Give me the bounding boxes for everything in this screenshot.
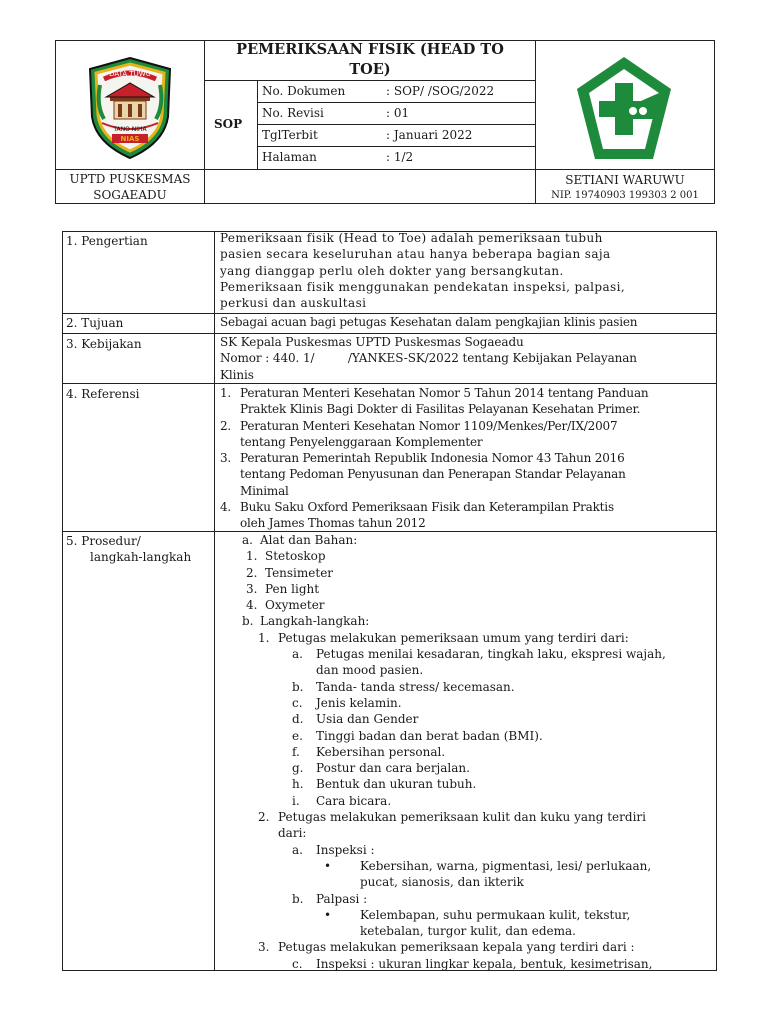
kebijakan-line: SK Kepala Puskesmas UPTD Puskesmas Sogaeadu: [220, 335, 524, 349]
procedure-step-text: dari:: [278, 826, 307, 841]
procedure-step: [220, 956, 714, 972]
procedure-step-marker: a.: [292, 647, 303, 662]
procedure-step: [220, 695, 714, 711]
emblem-motto-top: DATA TUWU: [109, 70, 151, 78]
procedure-step: [220, 842, 714, 858]
reference-item: tentang Pedoman Penyusunan dan Penerapan Standar Pelayanan: [240, 467, 626, 482]
kebijakan-text: [220, 334, 637, 383]
procedure-step-text: Oxymeter: [265, 598, 325, 613]
label-langkah: langkah-langkah: [90, 550, 192, 564]
procedure-step: [220, 711, 714, 727]
procedure-step: [220, 891, 714, 907]
reference-item: Buku Saku Oxford Pemeriksaan Fisik dan Keterampilan Praktis: [240, 500, 614, 515]
title-line-1: PEMERIKSAAN FISIK (HEAD TO: [236, 41, 504, 58]
procedure-step-marker: •: [324, 858, 332, 873]
procedure-step-text: Cara bicara.: [316, 793, 392, 808]
procedure-step: [220, 548, 714, 564]
pengertian-line: Pemeriksaan fisik (Head to Toe) adalah pemeriksaan tubuh: [220, 231, 603, 245]
page-label: Halaman: [262, 150, 317, 164]
signer-nip: NIP. 19740903 199303 2 001: [551, 190, 699, 201]
pengertian-line: Pemeriksaan fisik menggunakan pendekatan inspeksi, palpasi,: [220, 279, 626, 294]
procedure-step-text: Jenis kelamin.: [316, 695, 402, 710]
procedure-step-text: Alat dan Bahan:: [260, 533, 358, 547]
procedure-step: [220, 744, 714, 760]
puskesmas-logo-icon: [571, 55, 677, 161]
procedure-step: [220, 728, 714, 744]
procedure-step-text: Usia dan Gender: [316, 712, 419, 727]
reference-item: Minimal: [240, 483, 289, 498]
reference-number: 2.: [220, 418, 232, 433]
emblem-motto-bottom: TANO NIHA: [113, 126, 147, 133]
procedure-step-text: Pen light: [265, 581, 320, 596]
procedure-step-text: Palpasi :: [316, 891, 368, 906]
procedure-step-marker: 1.: [246, 549, 258, 564]
page-value: : 1/2: [386, 150, 414, 164]
issue-date-label: TglTerbit: [262, 128, 318, 142]
procedure-step-marker: a.: [292, 842, 303, 857]
label-prosedur: 5. Prosedur/: [66, 534, 141, 548]
procedure-step: [220, 939, 714, 955]
procedure-step: [220, 809, 714, 825]
procedure-step: [220, 597, 714, 613]
procedure-step-marker: •: [324, 907, 332, 922]
tujuan-text: Sebagai acuan bagi petugas Kesehatan dalam pengkajian klinis pasien: [220, 315, 638, 329]
procedure-step-text: Inspeksi :: [316, 842, 375, 857]
label-referensi: 4. Referensi: [66, 387, 140, 401]
procedure-step-text: dan mood pasien.: [316, 663, 424, 678]
procedure-step-text: Langkah-langkah:: [260, 614, 370, 629]
revision-value: : 01: [386, 106, 410, 120]
procedure-step-text: Inspeksi : ukuran lingkar kepala, bentuk, kesimetrisan,: [316, 956, 653, 971]
title-line-2: TOE): [349, 61, 391, 78]
procedure-step-marker: 1.: [258, 630, 270, 645]
reference-number: 1.: [220, 386, 232, 400]
procedure-step: [220, 613, 714, 629]
procedure-step-text: Petugas melakukan pemeriksaan kulit dan kuku yang terdiri: [278, 810, 646, 825]
kebijakan-line: Nomor : 440. 1/ /YANKES-SK/2022 tentang Kebijakan Pelayanan: [220, 351, 637, 366]
procedure-step-marker: 2.: [246, 565, 258, 580]
procedure-step-text: Tensimeter: [265, 565, 334, 580]
procedure-step-marker: 3.: [258, 940, 270, 955]
pengertian-line: yang dianggap perlu oleh dokter yang bersangkutan.: [220, 263, 564, 278]
label-kebijakan: 3. Kebijakan: [66, 337, 142, 351]
procedure-step-text: Tanda- tanda stress/ kecemasan.: [316, 679, 515, 694]
procedure-step-marker: e.: [292, 728, 303, 743]
procedure-step: [220, 662, 714, 678]
procedure-step-marker: c.: [292, 695, 303, 710]
reference-item: tentang Penyelenggaraan Komplementer: [240, 434, 483, 449]
reference-item: Peraturan Pemerintah Republik Indonesia Nomor 43 Tahun 2016: [240, 451, 625, 466]
document-title: [205, 40, 535, 80]
procedure-step-marker: d.: [292, 712, 304, 727]
procedure-step-text: Stetoskop: [265, 549, 326, 564]
procedure-step: [220, 923, 714, 939]
procedure-step: [220, 679, 714, 695]
procedure-step-text: pucat, sianosis, dan ikterik: [360, 875, 524, 890]
procedure-step-marker: f.: [292, 744, 300, 759]
procedure-step: [220, 825, 714, 841]
procedure-step-marker: a.: [242, 533, 253, 547]
procedure-step: [220, 793, 714, 809]
pengertian-line: perkusi dan auskultasi: [220, 296, 367, 311]
org-line-1: UPTD PUSKESMAS: [69, 172, 191, 186]
procedure-step: [220, 858, 714, 874]
procedure-step-marker: b.: [242, 614, 254, 629]
procedure-step-marker: 3.: [246, 581, 258, 596]
procedure-step-text: Petugas melakukan pemeriksaan umum yang terdiri dari:: [278, 630, 629, 645]
procedure-step-text: Kebersihan personal.: [316, 744, 446, 759]
reference-item: Peraturan Menteri Kesehatan Nomor 1109/Menkes/Per/IX/2007: [240, 418, 618, 433]
procedure-step: [220, 630, 714, 646]
reference-number: 4.: [220, 500, 232, 515]
pengertian-line: pasien secara keseluruhan atau hanya beberapa bagian saja: [220, 247, 611, 262]
procedure-step-text: Postur dan cara berjalan.: [316, 761, 470, 776]
procedure-step: [220, 565, 714, 581]
procedure-step: [220, 776, 714, 792]
procedure-step-marker: b.: [292, 891, 304, 906]
issue-date-value: : Januari 2022: [386, 128, 473, 142]
doc-number-value: : SOP/ /SOG/2022: [386, 84, 495, 98]
pengertian-text: [220, 230, 625, 311]
procedure-step-text: Kebersihan, warna, pigmentasi, lesi/ perlukaan,: [360, 858, 652, 873]
procedure-step: [220, 874, 714, 890]
procedure-step: [220, 532, 714, 548]
procedure-step: [220, 581, 714, 597]
label-tujuan: 2. Tujuan: [66, 316, 124, 330]
procedure-step-marker: c.: [292, 956, 303, 971]
procedure-step-marker: h.: [292, 777, 304, 792]
procedure-step-text: Petugas menilai kesadaran, tingkah laku, ekspresi wajah,: [316, 647, 666, 662]
reference-item: oleh James Thomas tahun 2012: [240, 516, 426, 531]
label-pengertian: 1. Pengertian: [66, 234, 148, 248]
procedure-step-text: Kelembapan, suhu permukaan kulit, tekstur,: [360, 907, 631, 922]
procedure-step: [220, 760, 714, 776]
sop-label: SOP: [214, 117, 243, 131]
reference-number: 3.: [220, 451, 232, 466]
procedure-step-marker: i.: [292, 793, 300, 808]
doc-number-label: No. Dokumen: [262, 84, 346, 98]
emblem-banner: NIAS: [120, 135, 140, 143]
procedure-step-marker: 2.: [258, 810, 270, 825]
kebijakan-line: Klinis: [220, 367, 254, 382]
organization-name: [56, 171, 204, 203]
prosedur-list: [220, 532, 714, 972]
reference-item: Peraturan Menteri Kesehatan Nomor 5 Tahun 2014 tentang Panduan: [240, 386, 649, 400]
org-line-2: SOGAEADU: [93, 188, 167, 202]
procedure-step: [220, 907, 714, 923]
procedure-step: [220, 646, 714, 662]
procedure-step-text: Bentuk dan ukuran tubuh.: [316, 777, 477, 792]
signer-name: SETIANI WARUWU: [565, 173, 685, 187]
reference-item: Praktek Klinis Bagi Dokter di Fasilitas Pelayanan Kesehatan Primer.: [240, 402, 641, 417]
procedure-step-text: Tinggi badan dan berat badan (BMI).: [316, 728, 543, 743]
regency-emblem-icon: [84, 55, 176, 161]
procedure-step-text: Petugas melakukan pemeriksaan kepala yang terdiri dari :: [278, 940, 635, 955]
procedure-step-marker: 4.: [246, 598, 258, 613]
revision-label: No. Revisi: [262, 106, 324, 120]
procedure-step-marker: b.: [292, 679, 304, 694]
procedure-step-text: ketebalan, turgor kulit, dan edema.: [360, 924, 576, 939]
procedure-step-marker: g.: [292, 761, 304, 776]
